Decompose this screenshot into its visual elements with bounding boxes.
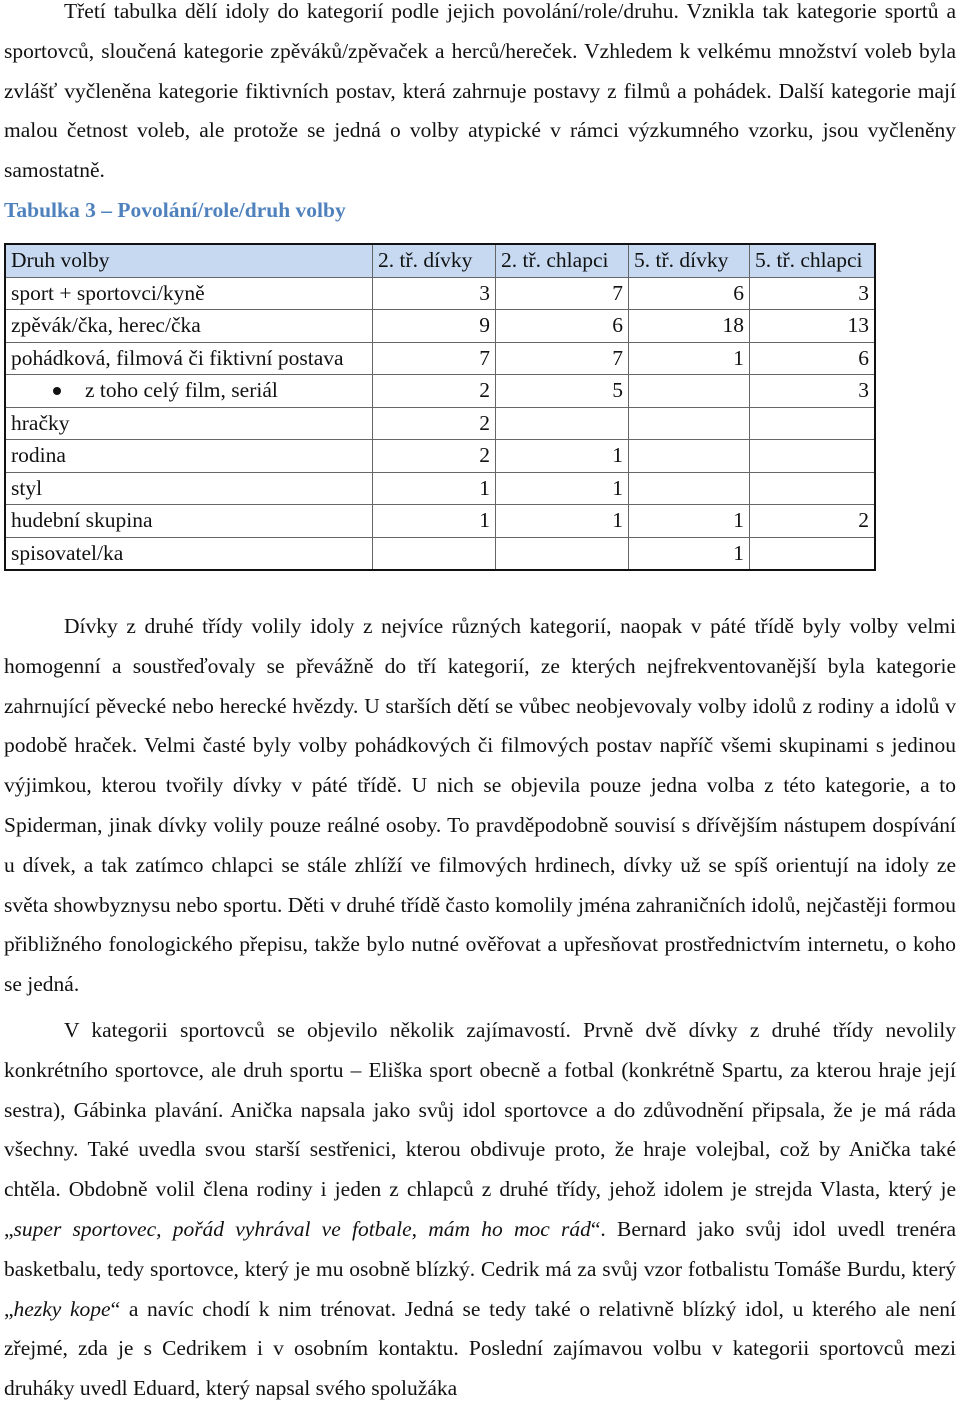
paragraph-3-text-part-1: V kategorii sportovců se objevilo několik zajímavostí. Prvně dvě dívky z druhé třídy nevolily konkrétního sportovce, ale druh sportu – Eliška sport obecně a fotbal (konkrétně Spartu, za kterou hraje její sestra), Gábinka plavání. Anička napsala jako svůj idol sportovce a do zdůvodnění připsala, že je má ráda všechny. Také uvedla svou starší sestřenici, kterou obdivuje proto, že hraje volejbal, což by Anička také chtěla. Obdobně volil člena rodiny i jeden z chlapců z druhé třídy, jehož idolem je strejda Vlasta, který je „ xyxy=(4,1018,956,1241)
table-cell: 3 xyxy=(750,375,876,408)
table-cell: 9 xyxy=(373,310,496,343)
table-cell: 5 xyxy=(496,375,629,408)
table-header-cell: 5. tř. dívky xyxy=(629,244,750,277)
table-cell xyxy=(750,407,876,440)
table-header-cell: Druh volby xyxy=(5,244,373,277)
table-cell: 1 xyxy=(496,472,629,505)
bullet-icon xyxy=(53,387,61,395)
table-cell: 2 xyxy=(373,440,496,473)
table-cell-label: hračky xyxy=(5,407,373,440)
table-row xyxy=(5,472,875,505)
table-cell: 1 xyxy=(629,505,750,538)
table-row xyxy=(5,537,875,570)
table-cell: 1 xyxy=(629,537,750,570)
table-row xyxy=(5,407,875,440)
table-cell xyxy=(750,537,876,570)
table-cell: 1 xyxy=(496,505,629,538)
paragraph-3-quote-2: hezky kope xyxy=(13,1296,111,1321)
table-cell: 7 xyxy=(496,277,629,310)
intro-paragraph: Třetí tabulka dělí idoly do kategorií podle jejich povolání/role/druhu. Vznikla tak kategorie sportů a sportovců, sloučená kategorie zpěváků/zpěvaček a herců/hereček. Vzhledem k velkému množství voleb byla zvlášť vyčleněna kategorie fiktivních postav, která zahrnuje postavy z filmů a pohádek. Další kategorie mají malou četnost voleb, ale protože se jedná o volby atypické v rámci výzkumného vzorku, jsou vyčleněny samostatně. xyxy=(4,0,956,183)
table-cell: 13 xyxy=(750,310,876,343)
table-cell-label: spisovatel/ka xyxy=(5,537,373,570)
sub-row-label: z toho celý film, seriál xyxy=(85,378,278,403)
body-paragraph-3 xyxy=(0,1011,960,1409)
table-header-cell: 2. tř. dívky xyxy=(373,244,496,277)
table-cell xyxy=(750,440,876,473)
table-cell: 6 xyxy=(496,310,629,343)
table-cell: 1 xyxy=(629,342,750,375)
table-cell: 2 xyxy=(750,505,876,538)
table-row xyxy=(5,277,875,310)
table-cell: 7 xyxy=(373,342,496,375)
table-cell: 2 xyxy=(373,407,496,440)
table-row xyxy=(5,342,875,375)
table-cell-label-bulleted xyxy=(5,375,373,408)
paragraph-3-text-part-2: “. Bernard jako svůj idol uvedl trenéra basketbalu, tedy sportovce, který je mu osobně blízký. Cedrik má za svůj vzor fotbalistu Tomáše Burdu, který „ xyxy=(4,1216,956,1321)
idol-category-table xyxy=(4,243,876,571)
table-cell-label: styl xyxy=(5,472,373,505)
table-cell-label: pohádková, filmová či fiktivní postava xyxy=(5,342,373,375)
table-cell: 3 xyxy=(750,277,876,310)
table-cell xyxy=(629,407,750,440)
table-cell-label: sport + sportovci/kyně xyxy=(5,277,373,310)
table-cell xyxy=(373,537,496,570)
table-cell-label: zpěvák/čka, herec/čka xyxy=(5,310,373,343)
table-cell xyxy=(629,375,750,408)
table-row xyxy=(5,375,875,408)
table-header-row xyxy=(5,244,875,277)
table-caption: Tabulka 3 – Povolání/role/druh volby xyxy=(4,198,346,222)
table-header-cell: 5. tř. chlapci xyxy=(750,244,876,277)
table-row xyxy=(5,505,875,538)
paragraph-3-quote-1: super sportovec, pořád vyhrával ve fotbale, mám ho moc rád xyxy=(13,1216,591,1241)
table-cell: 6 xyxy=(629,277,750,310)
table-cell: 2 xyxy=(373,375,496,408)
table-cell: 1 xyxy=(496,440,629,473)
table-cell: 6 xyxy=(750,342,876,375)
paragraph-3-text-part-3: “ a navíc chodí k nim trénovat. Jedná se tedy také o relativně blízký idol, u kterého ale není zřejmé, zda je s Cedrikem i v osobním kontaktu. Poslední zajímavou volbu v kategorii sportovců mezi druháky uvedl Eduard, který napsal svého spolužáka xyxy=(4,1296,956,1401)
table-cell xyxy=(629,440,750,473)
table-cell xyxy=(629,472,750,505)
table-cell xyxy=(496,407,629,440)
table-cell-label: rodina xyxy=(5,440,373,473)
table-header-cell: 2. tř. chlapci xyxy=(496,244,629,277)
table-row xyxy=(5,310,875,343)
table-cell xyxy=(750,472,876,505)
table-cell: 1 xyxy=(373,505,496,538)
table-cell: 18 xyxy=(629,310,750,343)
table-cell: 1 xyxy=(373,472,496,505)
table-cell: 3 xyxy=(373,277,496,310)
table-cell xyxy=(496,537,629,570)
body-paragraph-2: Dívky z druhé třídy volily idoly z nejvíce různých kategorií, naopak v páté třídě byly volby velmi homogenní a soustřeďovaly se převážně do tří kategorií, ze kterých nejfrekventovanější byla kategorie zahrnující pěvecké nebo herecké hvězdy. U starších dětí se vůbec neobjevovaly volby idolů z rodiny a idolů v podobě hraček. Velmi časté byly volby pohádkových či filmových postav napříč všemi skupinami s jedinou výjimkou, kterou tvořily dívky v páté třídě. U nich se objevila pouze jedna volba z této kategorie, a to Spiderman, jinak dívky volily pouze reálné osoby. To pravděpodobně souvisí s dřívějším nástupem dospívání u dívek, a tak zatímco chlapci se stále zhlíží ve filmových hrdinech, dívky už se spíš orientují na idoly ze světa showbyznysu nebo sportu. Děti v druhé třídě často komolily jména zahraničních idolů, nejčastěji formou přibližného fonologického přepisu, takže bylo nutné ověřovat a upřesňovat prostřednictvím internetu, o koho se jedná. xyxy=(4,614,956,997)
table-cell-label: hudební skupina xyxy=(5,505,373,538)
table-row xyxy=(5,440,875,473)
table-cell: 7 xyxy=(496,342,629,375)
